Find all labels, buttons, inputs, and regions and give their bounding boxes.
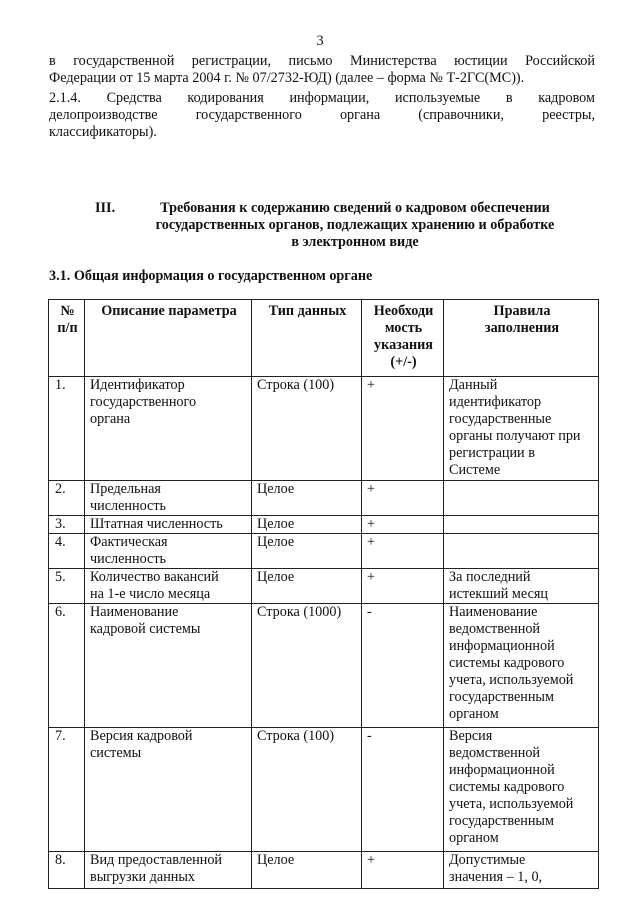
cell-rules — [444, 569, 599, 604]
section-title-line: государственных органов, подлежащих хранению и обработке — [155, 217, 555, 233]
text-line: 2.1.4. Средства кодирования информации, используемые в кадровом — [49, 90, 595, 106]
text-line: в государственной регистрации, письмо Министерства юстиции Российской — [49, 53, 595, 69]
cell-line: За последний — [449, 569, 531, 585]
cell-line: идентификатор — [449, 394, 542, 410]
cell-description — [85, 534, 252, 569]
cell-line: органом — [449, 706, 499, 722]
cell-number — [49, 481, 85, 516]
cell-line: Целое — [257, 569, 295, 585]
cell-line: истекший месяц — [449, 586, 548, 602]
subsection-heading: 3.1. Общая информация о государственном органе — [49, 268, 373, 284]
cell-required — [362, 534, 444, 569]
text-line: делопроизводстве государственного органа (справочники, реестры, — [49, 107, 595, 123]
cell-line: Строка (100) — [257, 377, 335, 393]
cell-line: Наименование — [449, 604, 538, 620]
cell-line: Данный — [449, 377, 498, 393]
cell-rules — [444, 377, 599, 481]
cell-number — [49, 377, 85, 481]
cell-required — [362, 377, 444, 481]
cell-line: Целое — [257, 516, 295, 532]
table-row — [49, 569, 599, 604]
table-header-row — [49, 300, 599, 377]
cell-data-type — [252, 852, 362, 889]
cell-value: 5. — [55, 569, 66, 585]
cell-rules — [444, 604, 599, 728]
cell-rules — [444, 728, 599, 852]
cell-line: государственным — [449, 689, 554, 705]
table-row — [49, 534, 599, 569]
cell-value: + — [367, 534, 376, 550]
cell-line: Системе — [449, 462, 501, 478]
cell-value: 6. — [55, 604, 66, 620]
header-number: № п/п — [49, 300, 85, 377]
cell-value: 2. — [55, 481, 66, 497]
paragraph-continuation — [49, 53, 595, 87]
table-row — [49, 852, 599, 889]
cell-line: численность — [90, 498, 167, 514]
section-title-line: Требования к содержанию сведений о кадровом обеспечении — [160, 200, 550, 216]
cell-line: Версия — [449, 728, 493, 744]
table-row — [49, 516, 599, 534]
cell-value: + — [367, 516, 376, 532]
cell-number — [49, 569, 85, 604]
cell-description — [85, 604, 252, 728]
cell-line: кадровой системы — [90, 621, 201, 637]
cell-line: ведомственной — [449, 745, 541, 761]
cell-required — [362, 481, 444, 516]
cell-description — [85, 516, 252, 534]
cell-line: органом — [449, 830, 499, 846]
cell-description — [85, 569, 252, 604]
cell-value: - — [367, 728, 372, 744]
cell-data-type — [252, 534, 362, 569]
table-row — [49, 377, 599, 481]
cell-value: + — [367, 377, 376, 393]
table-row — [49, 604, 599, 728]
cell-value: + — [367, 852, 376, 868]
cell-rules — [444, 516, 599, 534]
cell-line: Строка (100) — [257, 728, 335, 744]
cell-line: системы — [90, 745, 142, 761]
table-row — [49, 481, 599, 516]
cell-line: государственного — [90, 394, 197, 410]
cell-number — [49, 852, 85, 889]
cell-description — [85, 728, 252, 852]
cell-line: численность — [90, 551, 167, 567]
cell-description — [85, 481, 252, 516]
cell-line: Версия кадровой — [90, 728, 193, 744]
cell-line: регистрации в — [449, 445, 535, 461]
cell-line: учета, используемой — [449, 796, 574, 812]
page-number: 3 — [316, 33, 324, 49]
cell-data-type — [252, 377, 362, 481]
section-number: III. — [95, 200, 116, 216]
cell-required — [362, 852, 444, 889]
cell-line: Строка (1000) — [257, 604, 342, 620]
cell-required — [362, 604, 444, 728]
cell-line: Наименование — [90, 604, 179, 620]
header-data-type: Тип данных — [252, 300, 362, 377]
cell-data-type — [252, 481, 362, 516]
cell-value: 8. — [55, 852, 66, 868]
cell-data-type — [252, 516, 362, 534]
cell-line: Целое — [257, 852, 295, 868]
cell-value: + — [367, 481, 376, 497]
cell-line: Идентификатор — [90, 377, 185, 393]
cell-line: значения – 1, 0, — [449, 869, 543, 885]
cell-data-type — [252, 569, 362, 604]
cell-line: Целое — [257, 481, 295, 497]
cell-line: на 1-е число месяца — [90, 586, 211, 602]
cell-line: учета, используемой — [449, 672, 574, 688]
header-required: Необходи мость указания (+/-) — [362, 300, 444, 377]
cell-line: информационной — [449, 762, 555, 778]
cell-rules — [444, 852, 599, 889]
cell-line: органы получают при — [449, 428, 581, 444]
cell-data-type — [252, 728, 362, 852]
cell-required — [362, 728, 444, 852]
cell-value: 7. — [55, 728, 66, 744]
cell-data-type — [252, 604, 362, 728]
cell-required — [362, 516, 444, 534]
cell-line: Количество вакансий — [90, 569, 219, 585]
text-line: Федерации от 15 марта 2004 г. № 07/2732-ЮД) (далее – форма № Т-2ГС(МС)). — [49, 70, 525, 86]
cell-number — [49, 516, 85, 534]
cell-value: 3. — [55, 516, 66, 532]
cell-line: Штатная численность — [90, 516, 223, 532]
cell-number — [49, 534, 85, 569]
cell-value: + — [367, 569, 376, 585]
cell-required — [362, 569, 444, 604]
section-title-line: в электронном виде — [291, 234, 419, 250]
parameters-table — [48, 299, 599, 889]
table-row — [49, 728, 599, 852]
paragraph-2-1-4 — [49, 90, 595, 141]
cell-description — [85, 377, 252, 481]
cell-line: выгрузки данных — [90, 869, 196, 885]
text-line: классификаторы). — [49, 124, 157, 140]
table-body — [49, 377, 599, 889]
header-description: Описание параметра — [85, 300, 252, 377]
cell-line: ведомственной — [449, 621, 541, 637]
cell-line: Предельная — [90, 481, 161, 497]
cell-line: Вид предоставленной — [90, 852, 223, 868]
cell-line: органа — [90, 411, 131, 427]
cell-value: 4. — [55, 534, 66, 550]
cell-rules — [444, 534, 599, 569]
cell-line: системы кадрового — [449, 779, 565, 795]
cell-line: Фактическая — [90, 534, 168, 550]
header-rules: Правила заполнения — [444, 300, 599, 377]
cell-line: государственным — [449, 813, 554, 829]
cell-value: - — [367, 604, 372, 620]
cell-line: системы кадрового — [449, 655, 565, 671]
section-title — [120, 200, 590, 251]
cell-number — [49, 728, 85, 852]
cell-value: 1. — [55, 377, 66, 393]
cell-line: Допустимые — [449, 852, 526, 868]
cell-description — [85, 852, 252, 889]
cell-line: Целое — [257, 534, 295, 550]
cell-line: государственные — [449, 411, 552, 427]
cell-line: информационной — [449, 638, 555, 654]
cell-rules — [444, 481, 599, 516]
cell-number — [49, 604, 85, 728]
